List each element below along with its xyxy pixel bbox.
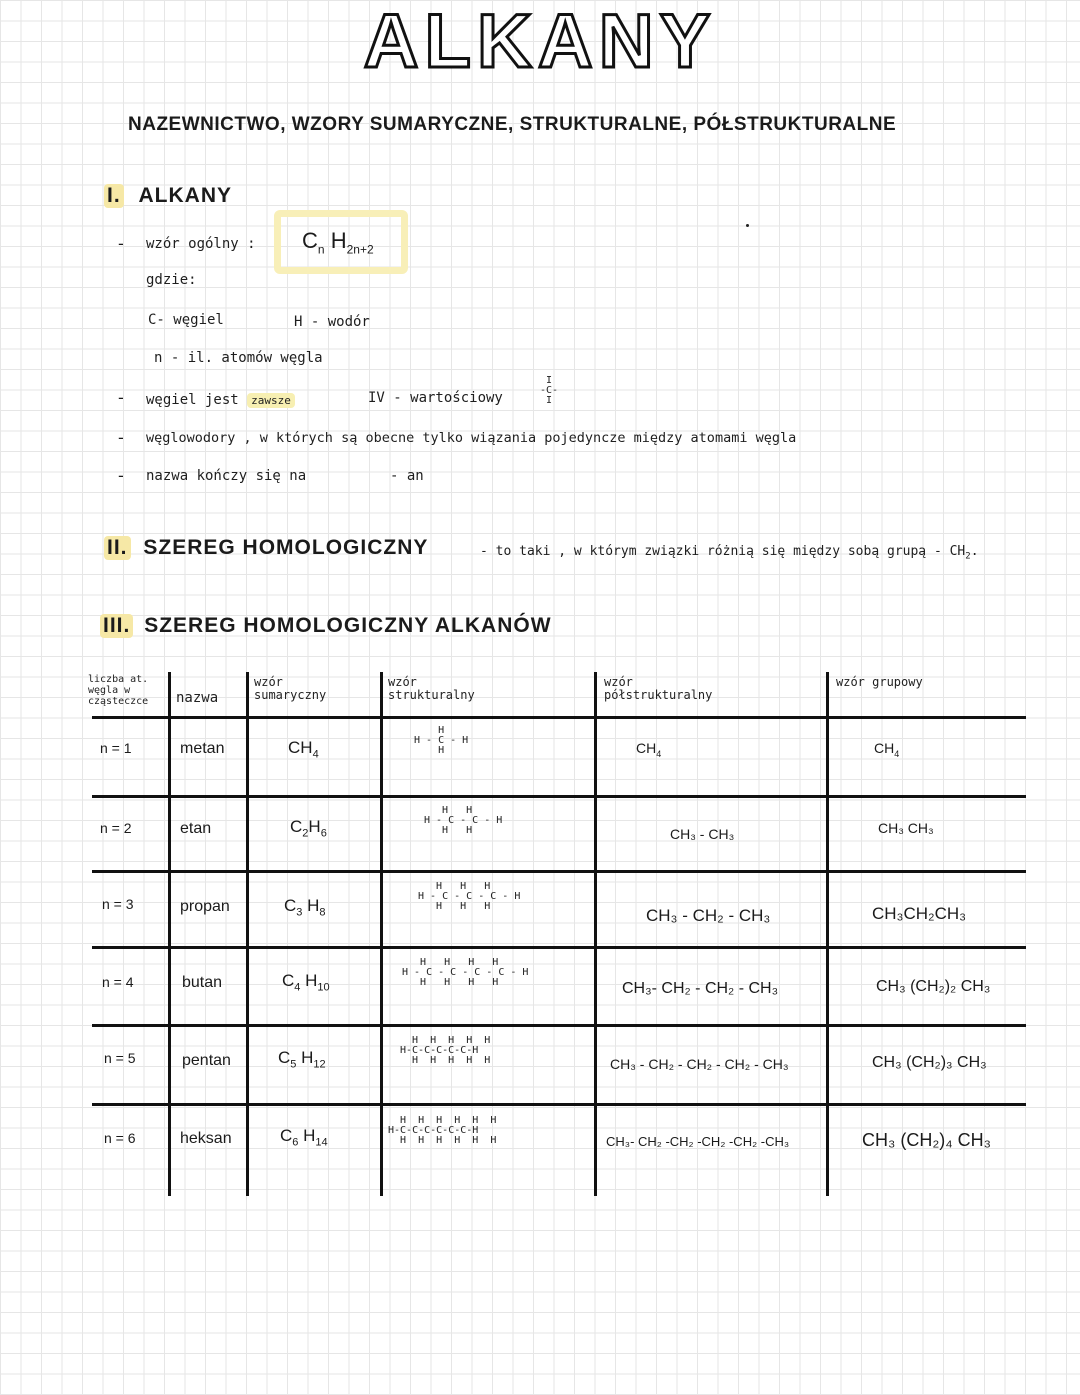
section-1-number: I. (104, 184, 124, 208)
row-2-name: etan (180, 820, 212, 837)
section-2-end: . (970, 544, 979, 559)
row-5-structural: H H H H H H-C-C-C-C-C-H H H H H H (400, 1035, 491, 1066)
row-3-sum-a: C (284, 896, 297, 915)
formula-h-sub: 2n+2 (346, 242, 374, 257)
section-3-heading (100, 614, 552, 638)
row-4-summary (282, 971, 330, 993)
bullet-dash-4: - (118, 466, 124, 485)
row-2-n: n = 2 (100, 820, 132, 836)
row-1-semi-a: CH (636, 740, 657, 756)
row-6-sum-sub: 6 (292, 1136, 299, 1149)
header-summary-formula: wzór sumaryczny (254, 675, 327, 702)
row-3-n: n = 3 (102, 896, 134, 912)
row-6-structural: H H H H H H H-C-C-C-C-C-C-H H H H H H H (388, 1115, 497, 1146)
row-4-structural: H H H H H - C - C - C - C - H H H H H (402, 957, 529, 988)
row-5-summary (278, 1048, 326, 1070)
col-divider-1 (168, 672, 171, 1196)
row-5-sum-a: C (278, 1048, 291, 1067)
section-3-number: III. (100, 614, 133, 638)
row-4-sum-sub: 4 (294, 981, 301, 994)
row-2-semi: CH₃ - CH₃ (670, 826, 735, 842)
row-1-n: n = 1 (100, 740, 132, 756)
row-6-group: CH₃ (CH₂)₄ CH₃ (862, 1130, 991, 1150)
row-3-sum-sub: 3 (296, 906, 303, 919)
row-6-semi: CH₃- CH₂ -CH₂ -CH₂ -CH₂ -CH₃ (606, 1134, 790, 1149)
row-1-name: metan (180, 740, 225, 757)
section-2-definition (480, 544, 979, 562)
row-1-sum-sub: 4 (312, 748, 319, 761)
row-5-name: pentan (182, 1052, 231, 1069)
header-name: nazwa (176, 690, 219, 706)
row-5-n: n = 5 (104, 1050, 136, 1066)
row-1-group-a: CH (874, 740, 895, 756)
row-4-semi: CH₃- CH₂ - CH₂ - CH₃ (622, 980, 779, 997)
row-2-group: CH₃ CH₃ (878, 820, 934, 836)
bullet-carbon-a (146, 392, 295, 408)
row-6-sum-b: H (303, 1126, 316, 1145)
row-3-group: CH₃CH₂CH₃ (872, 904, 967, 923)
row-3-name: propan (180, 898, 230, 915)
formula-n: n (317, 242, 325, 257)
row-4-sum-b: H (305, 971, 318, 990)
section-1-heading (104, 184, 232, 208)
row-5-group: CH₃ (CH₂)₃ CH₃ (872, 1054, 987, 1071)
row-2-summary (290, 817, 327, 839)
row-divider-2 (92, 870, 1026, 873)
col-divider-3 (380, 672, 383, 1196)
col-divider-5 (826, 672, 829, 1196)
row-divider-4 (92, 1024, 1026, 1027)
row-6-summary (280, 1126, 328, 1148)
carbon-definition: C- węgiel (148, 312, 224, 328)
row-5-sum-sub: 5 (290, 1058, 297, 1071)
row-5-sum2-sub: 12 (313, 1058, 326, 1071)
row-6-n: n = 6 (104, 1130, 136, 1146)
hydrogen-definition: H - wodór (294, 314, 370, 330)
bullet-carbon-b: IV - wartościowy (368, 390, 503, 406)
section-2-sub: 2 (965, 551, 971, 562)
carbon-valence-symbol: I -C- I (540, 375, 559, 406)
row-5-sum-b: H (301, 1048, 314, 1067)
row-3-structural: H H H H - C - C - C - H H H H (418, 881, 521, 912)
row-1-group-sub: 4 (894, 748, 900, 759)
section-1-title: ALKANY (138, 184, 233, 207)
row-1-structural: H H - C - H H (414, 725, 469, 756)
bullet-suffix-a: nazwa kończy się na (146, 468, 307, 484)
row-2-sum-b: H (308, 817, 321, 836)
formula-c: C (302, 228, 318, 253)
bullet-dash-1: - (118, 234, 124, 253)
header-carbon-count: liczba at. węgla w cząsteczce (88, 674, 149, 707)
bullet-carbon-text: węgiel jest (146, 392, 239, 408)
general-formula (302, 228, 374, 256)
row-divider-0 (92, 716, 1026, 719)
section-3-title: SZEREG HOMOLOGICZNY ALKANÓW (144, 614, 552, 637)
subtitle: NAZEWNICTWO, WZORY SUMARYCZNE, STRUKTURALNE, PÓŁSTRUKTURALNE (128, 114, 897, 135)
row-4-sum2-sub: 10 (317, 981, 330, 994)
section-2-heading (104, 536, 428, 560)
row-5-semi: CH₃ - CH₂ - CH₂ - CH₂ - CH₃ (610, 1056, 789, 1072)
n-definition: n - il. atomów węgla (154, 350, 323, 366)
always-highlight: zawsze (247, 393, 295, 408)
header-semi-structural-formula: wzór półstrukturalny (604, 675, 713, 702)
row-2-structural: H H H - C - C - H H H (424, 805, 503, 836)
row-1-semi-sub: 4 (656, 748, 662, 759)
section-2-title: SZEREG HOMOLOGICZNY (143, 536, 429, 559)
bullet-dash-2: - (118, 388, 124, 407)
stray-dot (746, 224, 749, 227)
row-1-summary (288, 738, 319, 760)
bullet-suffix-b: - an (390, 468, 424, 484)
row-1-semi (636, 740, 661, 759)
row-2-sum-a: C (290, 817, 303, 836)
row-divider-5 (92, 1103, 1026, 1106)
bullet-dash-3: - (118, 428, 124, 447)
col-divider-2 (246, 672, 249, 1196)
row-2-sum2-sub: 6 (320, 827, 327, 840)
page-title: ALKANY (363, 0, 717, 84)
row-4-group: CH₃ (CH₂)₂ CH₃ (876, 978, 991, 995)
row-6-name: heksan (180, 1130, 232, 1147)
section-2-number: II. (104, 536, 131, 560)
header-group-formula: wzór grupowy (836, 675, 923, 689)
row-1-sum-a: CH (288, 738, 313, 757)
row-3-sum-b: H (307, 896, 320, 915)
row-4-name: butan (182, 974, 223, 991)
row-2-sum-sub: 2 (302, 827, 309, 840)
row-3-semi: CH₃ - CH₂ - CH₃ (646, 906, 771, 925)
row-4-n: n = 4 (102, 974, 134, 990)
row-6-sum-a: C (280, 1126, 293, 1145)
row-3-summary (284, 896, 326, 918)
row-1-group (874, 740, 899, 759)
where-label: gdzie: (146, 272, 197, 288)
row-divider-3 (92, 946, 1026, 949)
col-divider-4 (594, 672, 597, 1196)
bullet-hydrocarbons: węglowodory , w których są obecne tylko wiązania pojedyncze między atomami węgla (146, 430, 797, 446)
row-divider-1 (92, 795, 1026, 798)
row-3-sum2-sub: 8 (319, 906, 326, 919)
row-4-sum-a: C (282, 971, 295, 990)
section-2-text: - to taki , w którym związki różnią się między sobą grupą - CH (480, 544, 966, 559)
general-formula-label: wzór ogólny : (146, 236, 256, 252)
row-6-sum2-sub: 14 (315, 1136, 328, 1149)
header-structural-formula: wzór strukturalny (388, 675, 475, 702)
formula-h: H (330, 228, 347, 253)
